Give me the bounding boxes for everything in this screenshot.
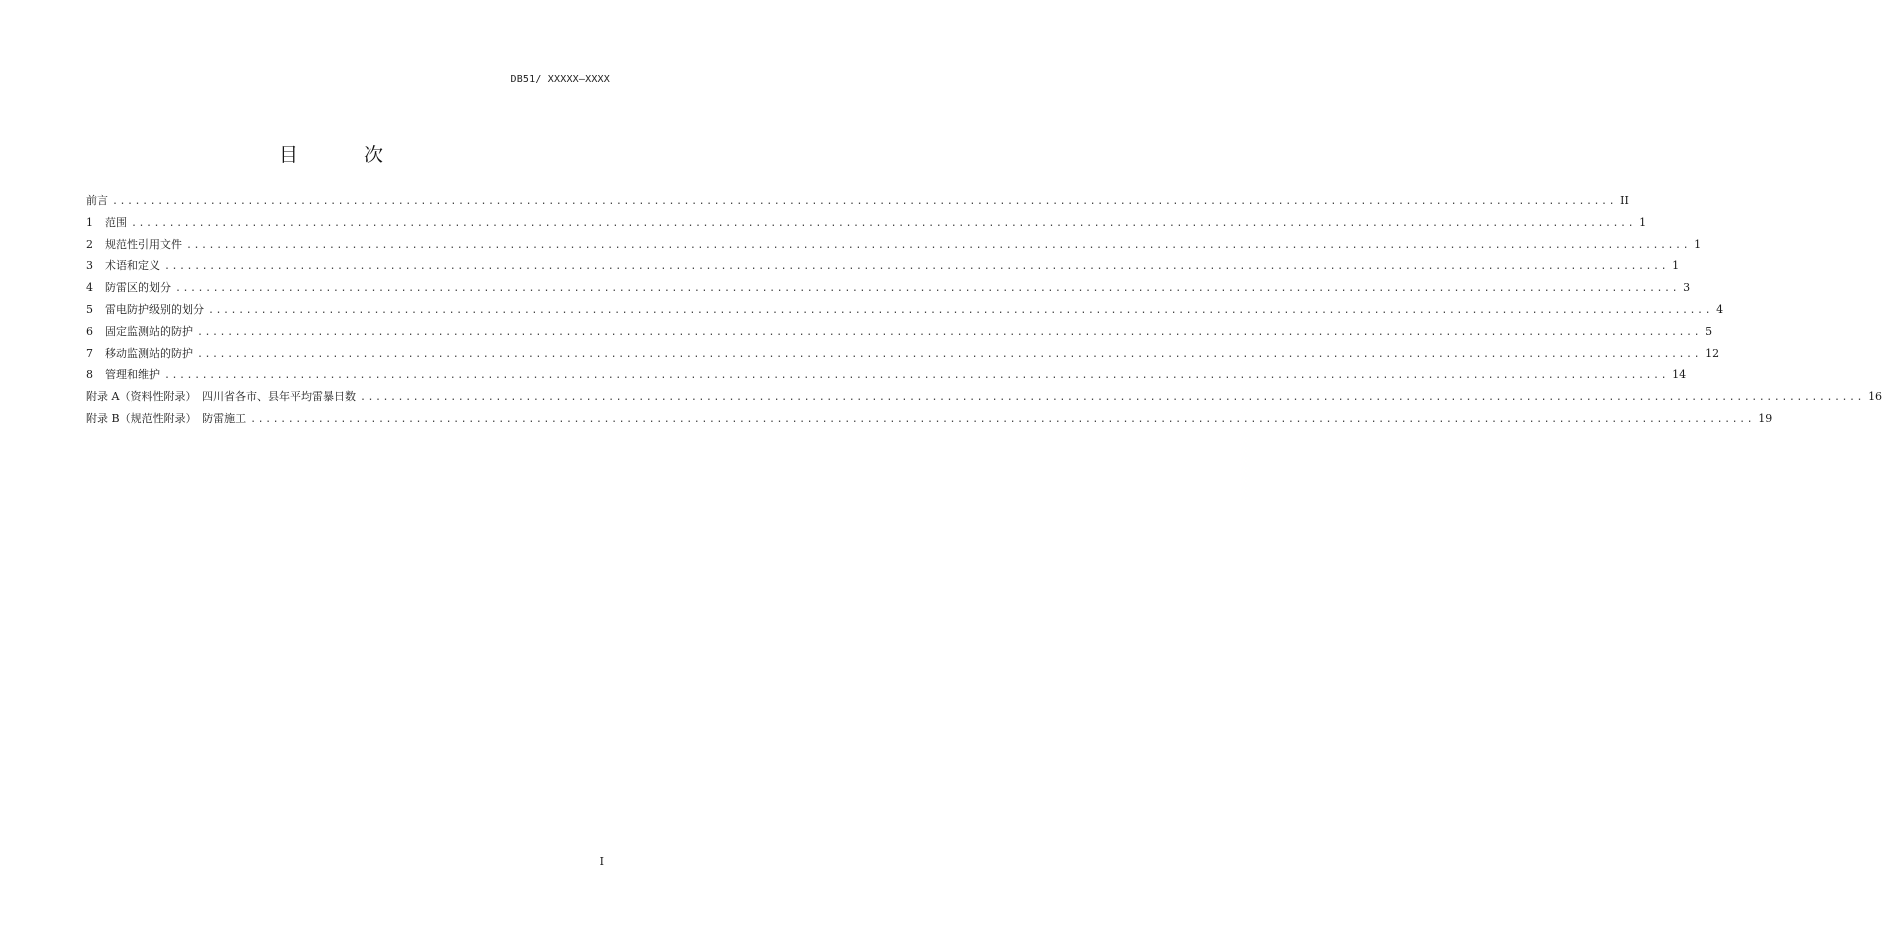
toc-entry-page: 12: [1705, 346, 1720, 360]
toc-entry-number: 4: [86, 281, 93, 295]
toc-entry-number: 6: [86, 324, 93, 338]
toc-entry-number: 7: [86, 346, 93, 360]
toc-entry-title: 规范性引用文件: [105, 237, 182, 251]
toc-entry[interactable]: [86, 192, 1629, 214]
toc-dot-leader: ........................................................................................................................................................................................................: [164, 261, 1669, 273]
toc-dot-leader: ........................................................................................................................................................................................................: [164, 370, 1669, 382]
toc-dot-leader: ........................................................................................................................................................................................................: [186, 239, 1691, 251]
toc-entry-page: 19: [1758, 411, 1773, 425]
toc-entry-page: II: [1620, 194, 1629, 207]
toc-entry-number: 1: [86, 215, 93, 229]
toc-entry-number: 3: [86, 259, 93, 273]
toc-entry-title: 术语和定义: [105, 259, 160, 273]
toc-entry-page: 14: [1672, 368, 1687, 382]
standard-code: DB51/ XXXXX—XXXX: [510, 74, 610, 85]
toc-dot-leader: ........................................................................................................................................................................................................: [197, 348, 1702, 360]
toc-entry-title: 管理和维护: [105, 368, 160, 382]
toc-entry-page: 1: [1639, 215, 1647, 229]
toc-entry-page: 1: [1672, 259, 1680, 273]
toc-dot-leader: ........................................................................................................................................................................................................: [197, 326, 1702, 338]
toc-entry[interactable]: [86, 388, 1882, 410]
toc-entry-title: 前言: [86, 194, 108, 207]
table-of-contents: [86, 192, 1882, 432]
toc-entry-title: 附录 A（资料性附录） 四川省各市、县年平均雷暴日数: [86, 390, 356, 404]
toc-entry[interactable]: [86, 345, 1720, 367]
page-number: I: [599, 855, 604, 868]
toc-entry-title: 范围: [105, 215, 127, 229]
toc-dot-leader: ........................................................................................................................................................................................................: [131, 217, 1636, 229]
toc-dot-leader: ........................................................................................................................................................................................................: [112, 196, 1617, 207]
toc-entry[interactable]: [86, 236, 1702, 258]
toc-entry-title: 固定监测站的防护: [105, 324, 193, 338]
toc-entry-title: 移动监测站的防护: [105, 346, 193, 360]
toc-entry[interactable]: [86, 323, 1713, 345]
toc-entry[interactable]: [86, 301, 1724, 323]
toc-dot-leader: ........................................................................................................................................................................................................: [359, 392, 1865, 404]
toc-entry[interactable]: [86, 214, 1647, 236]
toc-entry-page: 16: [1868, 390, 1882, 404]
toc-entry[interactable]: [86, 257, 1680, 279]
toc-entry-page: 5: [1705, 324, 1713, 338]
toc-entry-page: 1: [1694, 237, 1702, 251]
toc-entry[interactable]: [86, 279, 1691, 301]
toc-entry-number: 5: [86, 302, 93, 316]
toc-entry-title: 附录 B（规范性附录） 防雷施工: [86, 411, 247, 425]
toc-entry[interactable]: [86, 410, 1773, 432]
toc-entry-title: 雷电防护级别的划分: [105, 302, 204, 316]
toc-entry-page: 3: [1683, 281, 1691, 295]
toc-dot-leader: ........................................................................................................................................................................................................: [208, 304, 1713, 316]
toc-entry[interactable]: [86, 366, 1687, 388]
toc-entry-title: 防雷区的划分: [105, 281, 171, 295]
toc-title: 目 次: [278, 144, 414, 166]
toc-entry-number: 2: [86, 237, 93, 251]
toc-dot-leader: ........................................................................................................................................................................................................: [250, 413, 1755, 425]
toc-entry-number: 8: [86, 368, 93, 382]
toc-entry-page: 4: [1716, 302, 1724, 316]
toc-dot-leader: ........................................................................................................................................................................................................: [175, 283, 1680, 295]
